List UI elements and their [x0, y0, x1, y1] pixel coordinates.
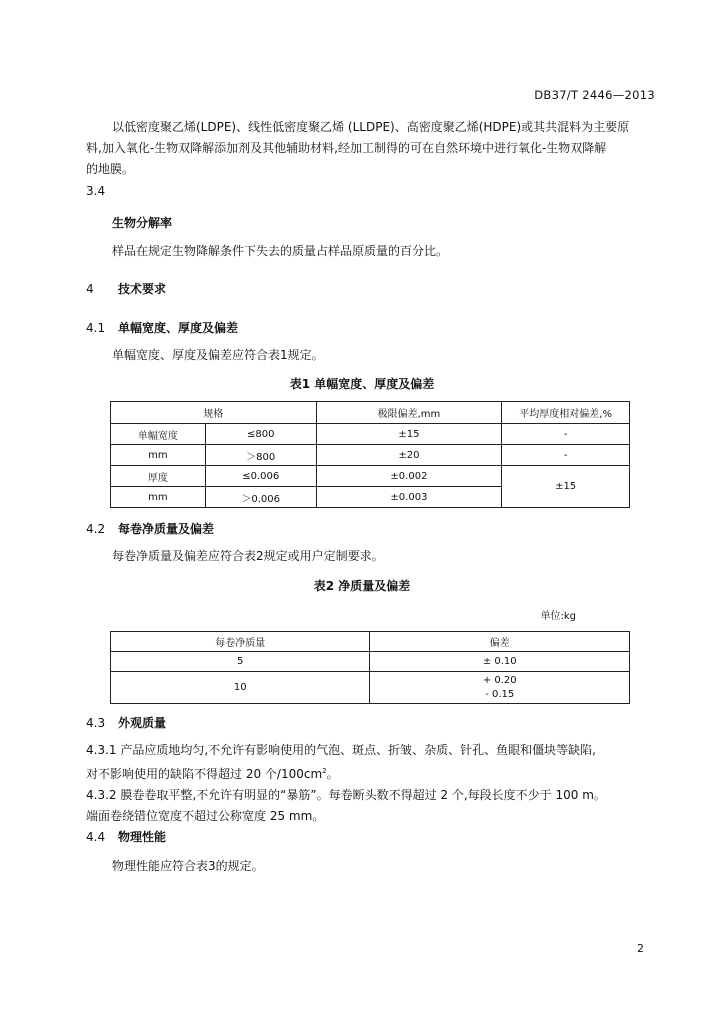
- section-title: 单幅宽度、厚度及偏差: [118, 321, 239, 335]
- section-title: 物理性能: [118, 830, 167, 844]
- table-cell: [370, 672, 630, 704]
- section-4-2-text: 每卷净质量及偏差应符合表2规定或用户定制要求。: [112, 549, 384, 563]
- superscript: 2: [322, 767, 327, 775]
- table2-unit: 单位:kg: [540, 611, 576, 622]
- table-cell: 单幅宽度: [111, 424, 206, 445]
- page-number: 2: [637, 942, 644, 955]
- section-number: 4: [86, 282, 94, 296]
- section-title: 外观质量: [118, 716, 167, 730]
- table1-header-spec: 规格: [111, 402, 317, 424]
- section-4-3-heading: [86, 714, 166, 731]
- table-cell: mm: [111, 487, 206, 508]
- table1-header-deviation: 极限偏差,mm: [316, 402, 502, 424]
- definition-3-4-text: 样品在规定生物降解条件下失去的质量占样品原质量的百分比。: [112, 244, 449, 258]
- definition-3-3-text: [86, 117, 658, 180]
- table2: [110, 631, 630, 704]
- table2-header-mass: 每卷净质量: [111, 632, 370, 652]
- section-number: 4.4: [86, 830, 106, 844]
- table-cell: ±20: [316, 445, 502, 466]
- section-4-heading: [86, 280, 166, 297]
- definition-line: 的地膜。: [86, 162, 135, 176]
- table-cell: ±15: [316, 424, 502, 445]
- clause-line: 4.3.1 产品应质地均匀,不允许有影响使用的气泡、斑点、折皱、杂质、针孔、鱼眼和僵块等缺陷,: [86, 743, 596, 757]
- clause-end: 。: [326, 767, 339, 781]
- table-row: [111, 652, 630, 672]
- table-cell: ＞0.006: [205, 487, 316, 508]
- table-cell: ±0.003: [316, 487, 502, 508]
- table-cell: mm: [111, 445, 206, 466]
- term-3-4: 生物分解率: [112, 216, 173, 230]
- deviation-minus: - 0.15: [485, 688, 515, 700]
- table-row: [111, 445, 630, 466]
- table-cell: ±15: [502, 466, 630, 508]
- table-cell: ≤0.006: [205, 466, 316, 487]
- table1: [110, 401, 630, 508]
- section-4-2-heading: [86, 520, 214, 537]
- table-cell: ＞800: [205, 445, 316, 466]
- definition-line: 料,加入氧化-生物双降解添加剂及其他辅助材料,经加工制得的可在自然环境中进行氧化-生物双降解: [86, 141, 607, 155]
- table-cell: 厚度: [111, 466, 206, 487]
- table-row: [111, 466, 630, 487]
- table-cell: 5: [111, 652, 370, 672]
- section-title: 每卷净质量及偏差: [118, 522, 215, 536]
- section-4-3-1-text: [86, 740, 666, 827]
- table2-header-deviation: 偏差: [370, 632, 630, 652]
- table-row: [111, 672, 630, 704]
- section-4-4-heading: [86, 828, 166, 845]
- section-number: 4.1: [86, 321, 106, 335]
- table1-caption: 表1 单幅宽度、厚度及偏差: [289, 377, 435, 391]
- clause-number-3-4: 3.4: [86, 184, 106, 198]
- section-number: 4.2: [86, 522, 106, 536]
- clause-line: 4.3.2 膜卷卷取平整,不允许有明显的“暴筋”。每卷断头数不得超过 2 个,每段长度不少于 100 m。: [86, 788, 606, 802]
- table2-caption: 表2 净质量及偏差: [313, 579, 411, 593]
- table-cell: ±0.002: [316, 466, 502, 487]
- clause-text: 对不影响使用的缺陷不得超过 20 个/100cm: [86, 767, 323, 781]
- section-4-4-text: 物理性能应符合表3的规定。: [112, 859, 264, 873]
- table-cell: 10: [111, 672, 370, 704]
- document-code: DB37/T 2446—2013: [534, 88, 655, 102]
- table-row: [111, 424, 630, 445]
- table-cell: -: [502, 445, 630, 466]
- clause-line: 端面卷绕错位宽度不超过公称宽度 25 mm。: [86, 809, 325, 823]
- section-title: 技术要求: [118, 282, 167, 296]
- table-cell: ≤800: [205, 424, 316, 445]
- section-4-1-heading: [86, 319, 238, 336]
- table1-header-avg: 平均厚度相对偏差,%: [502, 402, 630, 424]
- table-cell: ± 0.10: [370, 652, 630, 672]
- section-number: 4.3: [86, 716, 106, 730]
- table-cell: -: [502, 424, 630, 445]
- definition-line: 以低密度聚乙烯(LDPE)、线性低密度聚乙烯 (LLDPE)、高密度聚乙烯(HDPE)或其共混料为主要原: [112, 120, 630, 134]
- section-4-1-text: 单幅宽度、厚度及偏差应符合表1规定。: [112, 348, 324, 362]
- clause-line: [86, 761, 666, 785]
- deviation-plus: + 0.20: [482, 674, 517, 686]
